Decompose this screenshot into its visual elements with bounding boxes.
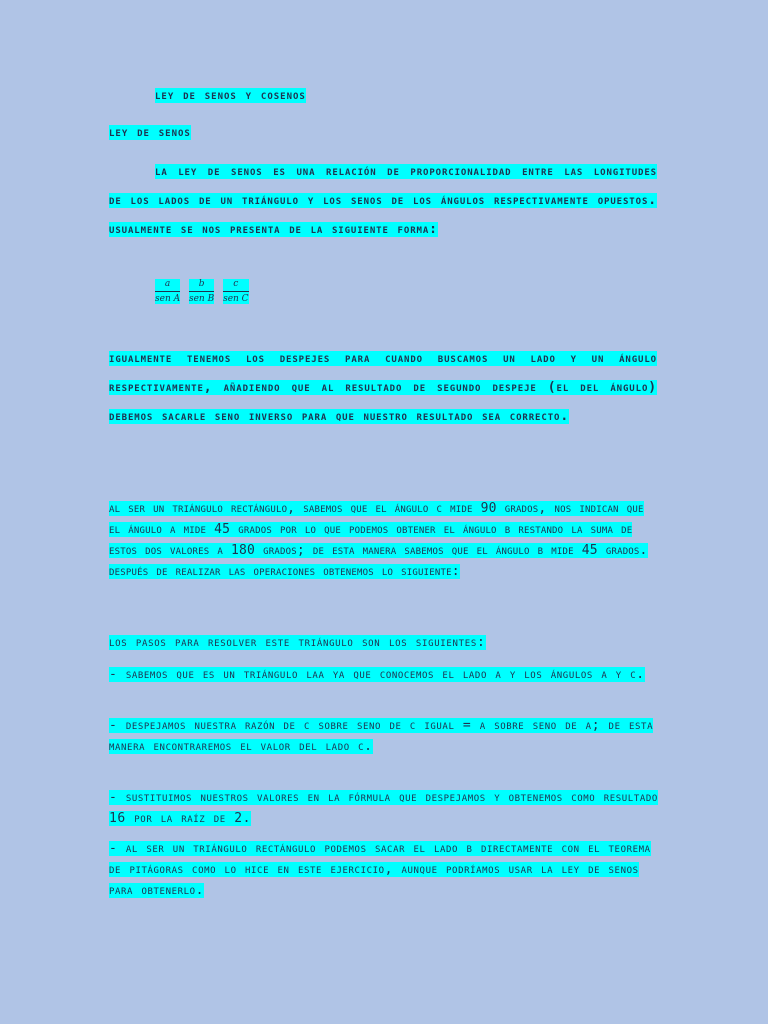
law-of-sines-formula — [155, 279, 255, 304]
fraction-a: $\frac{a}{\text{sen A}}$ — [155, 279, 181, 304]
list-item: - despejamos nuestra razón de c sobre seno de c igual = a sobre seno de a; de esta manera encontraremos el valor del lado c. — [109, 718, 654, 754]
paragraph-despejes: igualmente tenemos los despejes para cuando buscamos un lado y un ángulo respectivamente, añadiendo que al resultado de segundo despeje (el del ángulo) debemos sacarle seno inverso para que nuestro resultado sea correcto. — [109, 351, 657, 424]
list-item: - sustituimos nuestros valores en la fórmula que despejamos y obtenemos como resultado 16 por la raíz de 2. — [109, 790, 658, 826]
fraction-c: $\frac{c}{\text{sen C}}$ — [223, 279, 249, 304]
paragraph-triangle: al ser un triángulo rectángulo, sabemos que el ángulo c mide 90 grados, nos indican que el ángulo a mide 45 grados por lo que podemos obtener el ángulo b restando la suma de estos dos valores a 180 grados; de esta manera sabemos que el ángulo b mide 45 grados. después de realizar las operaciones obtenemos lo siguiente: — [109, 501, 648, 579]
fraction-b: $\frac{b}{\text{sen B}}$ — [188, 279, 215, 304]
paragraph-steps-intro: los pasos para resolver este triángulo son los siguientes: — [109, 635, 486, 650]
paragraph-intro: la ley de senos es una relación de proporcionalidad entre las longitudes de los lados de un triángulo y los senos de los ángulos respectivamente opuestos. usualmente se nos presenta de la siguiente forma: — [109, 164, 657, 237]
document-title: ley de senos y cosenos — [155, 88, 306, 103]
list-item: - al ser un triángulo rectángulo podemos sacar el lado b directamente con el teorema de pitágoras como lo hice en este ejercicio, aunque podríamos usar la ley de senos para obtenerlo. — [109, 841, 651, 898]
list-item: - sabemos que es un triángulo laa ya que conocemos el lado a y los ángulos a y c. — [109, 667, 645, 682]
section-heading: ley de senos — [109, 125, 191, 140]
